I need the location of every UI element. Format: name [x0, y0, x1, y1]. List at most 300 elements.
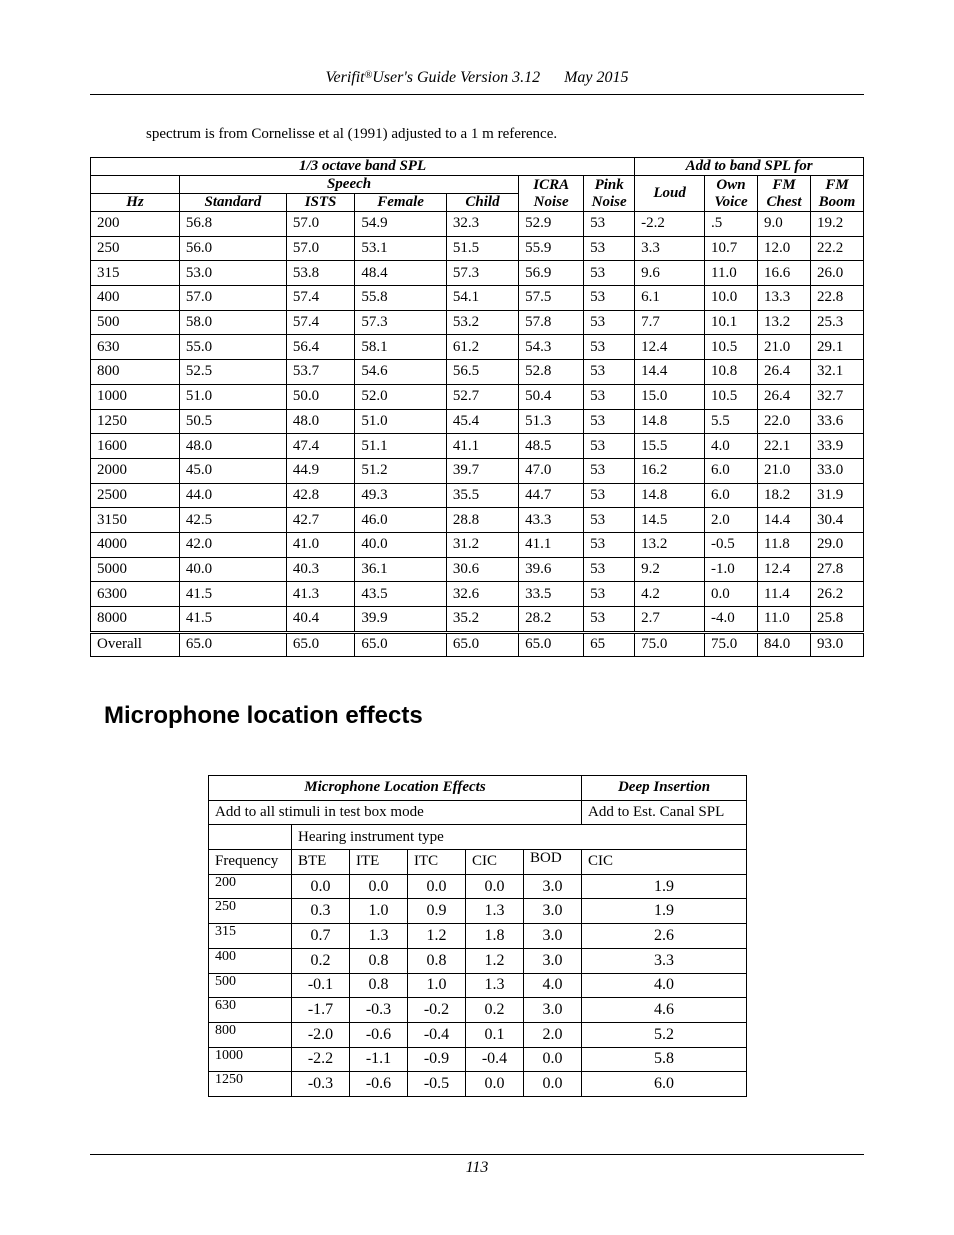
table-cell: 15.0 — [635, 384, 705, 409]
table-cell: 27.8 — [811, 557, 864, 582]
table-cell: 65.0 — [355, 632, 446, 656]
canal-spl-note: Add to Est. Canal SPL — [582, 800, 747, 825]
table-cell: 10.8 — [705, 360, 758, 385]
deep-insertion-title: Deep Insertion — [582, 776, 747, 801]
table-cell: -0.2 — [408, 998, 466, 1023]
table-cell: 41.5 — [179, 607, 286, 633]
table-cell: 0.0 — [524, 1072, 582, 1097]
table-cell: 13.2 — [635, 532, 705, 557]
table-cell: -0.1 — [292, 973, 350, 998]
table-row — [91, 409, 864, 434]
table-cell: 16.2 — [635, 458, 705, 483]
table-cell: 7.7 — [635, 310, 705, 335]
table-row — [91, 335, 864, 360]
table-cell: 10.0 — [705, 286, 758, 311]
table-cell: 65.0 — [286, 632, 355, 656]
table-cell: 48.0 — [179, 434, 286, 459]
mic-location-table — [208, 775, 747, 1097]
table-cell: 50.0 — [286, 384, 355, 409]
add-to-group-header: Add to band SPL for — [635, 158, 864, 176]
table-cell: 55.8 — [355, 286, 446, 311]
table-cell: 51.3 — [519, 409, 584, 434]
table-cell: 53.0 — [179, 261, 286, 286]
table-row — [209, 924, 747, 949]
col-header: Frequency — [209, 850, 292, 875]
table-cell: 44.0 — [179, 483, 286, 508]
table-cell: 4.0 — [524, 973, 582, 998]
table-cell: 12.4 — [635, 335, 705, 360]
table-cell: 53 — [584, 212, 635, 237]
table-cell: 3.3 — [635, 236, 705, 261]
table-cell: 200 — [209, 874, 292, 899]
table-cell: 630 — [209, 998, 292, 1023]
table-cell: 53 — [584, 335, 635, 360]
table-cell: 44.7 — [519, 483, 584, 508]
table-cell: 1.9 — [582, 899, 747, 924]
table-cell: 54.3 — [519, 335, 584, 360]
table-cell: 52.8 — [519, 360, 584, 385]
table-cell: 52.7 — [446, 384, 518, 409]
table-row — [91, 360, 864, 385]
table-cell: 56.8 — [179, 212, 286, 237]
table-cell: 11.8 — [758, 532, 811, 557]
table-cell: -1.7 — [292, 998, 350, 1023]
table-cell: 3150 — [91, 508, 180, 533]
table-cell: 50.5 — [179, 409, 286, 434]
table-row — [91, 458, 864, 483]
col-header: ICRA Noise — [519, 176, 584, 212]
table-cell: 22.8 — [811, 286, 864, 311]
table-row — [91, 261, 864, 286]
table-cell: 400 — [209, 948, 292, 973]
table-cell: 2.7 — [635, 607, 705, 633]
table-cell: 3.3 — [582, 948, 747, 973]
table-cell: 41.3 — [286, 582, 355, 607]
table-cell: 53 — [584, 607, 635, 633]
table-cell: 32.7 — [811, 384, 864, 409]
table-cell: 53 — [584, 236, 635, 261]
table-cell: 33.6 — [811, 409, 864, 434]
col-header: BOD — [524, 850, 582, 875]
table-cell: 33.0 — [811, 458, 864, 483]
table-cell: 47.0 — [519, 458, 584, 483]
table-cell: 1250 — [209, 1072, 292, 1097]
table-row — [91, 557, 864, 582]
table-cell: 1.2 — [408, 924, 466, 949]
table-cell: 56.9 — [519, 261, 584, 286]
table-cell: -0.4 — [408, 1022, 466, 1047]
col-header: BTE — [292, 850, 350, 875]
table-cell: 0.8 — [350, 973, 408, 998]
table-cell: 8000 — [91, 607, 180, 633]
table-cell: 11.4 — [758, 582, 811, 607]
table-cell: 52.5 — [179, 360, 286, 385]
table-row — [91, 384, 864, 409]
table-cell: -0.6 — [350, 1072, 408, 1097]
table-cell: .5 — [705, 212, 758, 237]
table-cell: 14.4 — [635, 360, 705, 385]
table-cell: 2.0 — [705, 508, 758, 533]
table-cell: 25.8 — [811, 607, 864, 633]
table-cell: 250 — [209, 899, 292, 924]
table-cell: 250 — [91, 236, 180, 261]
table-cell: 4.0 — [582, 973, 747, 998]
table-cell: 47.4 — [286, 434, 355, 459]
table-cell: 53.8 — [286, 261, 355, 286]
table-cell: 51.0 — [355, 409, 446, 434]
table-cell: 43.5 — [355, 582, 446, 607]
table-cell: 800 — [209, 1022, 292, 1047]
table-row — [209, 998, 747, 1023]
table-row — [91, 532, 864, 557]
col-header: CIC — [466, 850, 524, 875]
mic-location-title: Microphone Location Effects — [209, 776, 582, 801]
table-cell: 6300 — [91, 582, 180, 607]
table-cell: 1.3 — [466, 899, 524, 924]
table-cell: 51.5 — [446, 236, 518, 261]
table-row — [209, 1072, 747, 1097]
table-cell: 75.0 — [705, 632, 758, 656]
table-cell: 3.0 — [524, 948, 582, 973]
table-cell: 22.2 — [811, 236, 864, 261]
table-cell: 41.1 — [446, 434, 518, 459]
overall-row — [91, 632, 864, 656]
table-cell: 4.0 — [705, 434, 758, 459]
table-cell: 13.3 — [758, 286, 811, 311]
table-row — [91, 508, 864, 533]
table-cell: 0.0 — [466, 874, 524, 899]
table-cell: 40.4 — [286, 607, 355, 633]
col-header: ISTS — [286, 194, 355, 212]
frequency-spacer — [209, 825, 292, 850]
col-header: Child — [446, 194, 518, 212]
table-cell: 53 — [584, 458, 635, 483]
section-heading: Microphone location effects — [104, 702, 423, 729]
table-cell: 58.0 — [179, 310, 286, 335]
table-cell: 56.0 — [179, 236, 286, 261]
table-cell: 49.3 — [355, 483, 446, 508]
table-cell: 65.0 — [179, 632, 286, 656]
table-cell: 53 — [584, 557, 635, 582]
table-cell: 53 — [584, 310, 635, 335]
table-cell: 57.4 — [286, 310, 355, 335]
col-header: Own Voice — [705, 176, 758, 212]
table-cell: 0.0 — [292, 874, 350, 899]
table-cell: 315 — [91, 261, 180, 286]
table-cell: 26.0 — [811, 261, 864, 286]
table-cell: 21.0 — [758, 335, 811, 360]
table-cell: 14.8 — [635, 409, 705, 434]
table-cell: 65.0 — [446, 632, 518, 656]
table-cell: 0.0 — [350, 874, 408, 899]
table-cell: 315 — [209, 924, 292, 949]
hz-spacer — [91, 176, 180, 194]
table-cell: 57.8 — [519, 310, 584, 335]
table-cell: 45.4 — [446, 409, 518, 434]
table-cell: 48.4 — [355, 261, 446, 286]
band-spl-table — [90, 157, 864, 657]
table-cell: 22.1 — [758, 434, 811, 459]
table-cell: 1.2 — [466, 948, 524, 973]
table-cell: 31.9 — [811, 483, 864, 508]
table-row — [209, 948, 747, 973]
table-cell: 29.1 — [811, 335, 864, 360]
table-cell: 31.2 — [446, 532, 518, 557]
table-cell: 9.2 — [635, 557, 705, 582]
intro-text: spectrum is from Cornelisse et al (1991) adjusted to a 1 m reference. — [146, 126, 558, 142]
table-cell: 55.9 — [519, 236, 584, 261]
table-cell: 36.1 — [355, 557, 446, 582]
table-cell: 25.3 — [811, 310, 864, 335]
table-cell: 1.3 — [466, 973, 524, 998]
table-cell: 0.0 — [524, 1047, 582, 1072]
table-cell: 56.5 — [446, 360, 518, 385]
table-cell: 4000 — [91, 532, 180, 557]
table-cell: 1.8 — [466, 924, 524, 949]
table-cell: 32.6 — [446, 582, 518, 607]
table-cell: 65 — [584, 632, 635, 656]
col-header: FM Boom — [811, 176, 864, 212]
table-row — [209, 973, 747, 998]
table-row — [209, 1022, 747, 1047]
table-cell: 40.3 — [286, 557, 355, 582]
table-cell: 93.0 — [811, 632, 864, 656]
band-spl-table-body — [91, 212, 864, 657]
table-cell: 32.1 — [811, 360, 864, 385]
table-cell: 0.9 — [408, 899, 466, 924]
table-cell: 1.0 — [408, 973, 466, 998]
table-cell: -0.3 — [292, 1072, 350, 1097]
table-cell: -1.0 — [705, 557, 758, 582]
col-header: CIC — [582, 850, 747, 875]
col-header: FM Chest — [758, 176, 811, 212]
table-cell: -0.4 — [466, 1047, 524, 1072]
table-cell: 35.2 — [446, 607, 518, 633]
table-cell: 18.2 — [758, 483, 811, 508]
table-cell: 14.8 — [635, 483, 705, 508]
header-brand: Verifit — [325, 69, 365, 86]
table-cell: 3.0 — [524, 924, 582, 949]
table-cell: 0.8 — [408, 948, 466, 973]
table-cell: 53 — [584, 409, 635, 434]
table-cell: 46.0 — [355, 508, 446, 533]
table-cell: 57.0 — [286, 212, 355, 237]
instrument-type-label: Hearing instrument type — [292, 825, 747, 850]
table-cell: -4.0 — [705, 607, 758, 633]
table-cell: 57.3 — [446, 261, 518, 286]
table-cell: 53 — [584, 508, 635, 533]
table-cell: 26.2 — [811, 582, 864, 607]
table-cell: 33.5 — [519, 582, 584, 607]
table-cell: 0.1 — [466, 1022, 524, 1047]
table-cell: 32.3 — [446, 212, 518, 237]
table-cell: 57.5 — [519, 286, 584, 311]
table-cell: 75.0 — [635, 632, 705, 656]
table-cell: 53.1 — [355, 236, 446, 261]
table-cell: 10.7 — [705, 236, 758, 261]
table-cell: 1000 — [91, 384, 180, 409]
table-cell: 57.0 — [286, 236, 355, 261]
table-cell: 43.3 — [519, 508, 584, 533]
table-cell: 30.6 — [446, 557, 518, 582]
table-cell: 53.2 — [446, 310, 518, 335]
table-cell: 14.4 — [758, 508, 811, 533]
table-cell: 22.0 — [758, 409, 811, 434]
table-cell: 57.3 — [355, 310, 446, 335]
table-cell: 55.0 — [179, 335, 286, 360]
table-cell: 4.6 — [582, 998, 747, 1023]
table-cell: 40.0 — [179, 557, 286, 582]
table-cell: Overall — [91, 632, 180, 656]
table-cell: 9.0 — [758, 212, 811, 237]
table-cell: 42.8 — [286, 483, 355, 508]
table-cell: 53 — [584, 434, 635, 459]
registered-mark: ® — [364, 70, 373, 81]
band-spl-group-header: 1/3 octave band SPL — [91, 158, 635, 176]
table-cell: 11.0 — [705, 261, 758, 286]
table-cell: 5.5 — [705, 409, 758, 434]
table-cell: 54.1 — [446, 286, 518, 311]
col-header: ITE — [350, 850, 408, 875]
table-cell: 1000 — [209, 1047, 292, 1072]
table-cell: 65.0 — [519, 632, 584, 656]
table-cell: 13.2 — [758, 310, 811, 335]
table-cell: 500 — [91, 310, 180, 335]
table-cell: 53 — [584, 360, 635, 385]
header-title: User's Guide Version 3.12 — [372, 69, 541, 86]
table-row — [209, 1047, 747, 1072]
table-cell: 200 — [91, 212, 180, 237]
table-cell: 6.0 — [705, 483, 758, 508]
col-header: ITC — [408, 850, 466, 875]
table-cell: 2500 — [91, 483, 180, 508]
table-cell: 53 — [584, 261, 635, 286]
table-cell: 33.9 — [811, 434, 864, 459]
table-cell: 3.0 — [524, 874, 582, 899]
table-cell: 14.5 — [635, 508, 705, 533]
table-cell: 57.4 — [286, 286, 355, 311]
table-cell: 1.3 — [350, 924, 408, 949]
table-row — [91, 607, 864, 633]
table-cell: 0.7 — [292, 924, 350, 949]
table-cell: 800 — [91, 360, 180, 385]
page-number: 113 — [90, 1154, 864, 1177]
table-cell: 19.2 — [811, 212, 864, 237]
table-cell: 28.2 — [519, 607, 584, 633]
table-cell: 3.0 — [524, 998, 582, 1023]
table-cell: -1.1 — [350, 1047, 408, 1072]
table-cell: 53 — [584, 582, 635, 607]
header-date: May 2015 — [564, 69, 629, 86]
table-cell: 0.0 — [408, 874, 466, 899]
table-row — [91, 434, 864, 459]
table-cell: 39.7 — [446, 458, 518, 483]
table-cell: 42.0 — [179, 532, 286, 557]
table-cell: 51.1 — [355, 434, 446, 459]
table-cell: 48.5 — [519, 434, 584, 459]
table-row — [209, 874, 747, 899]
col-header: Loud — [635, 176, 705, 212]
table-cell: 11.0 — [758, 607, 811, 633]
table-cell: 53.7 — [286, 360, 355, 385]
table-cell: 53 — [584, 384, 635, 409]
table-cell: 400 — [91, 286, 180, 311]
table-cell: -2.2 — [635, 212, 705, 237]
table-cell: 41.1 — [519, 532, 584, 557]
table-cell: 1250 — [91, 409, 180, 434]
table-cell: 26.4 — [758, 360, 811, 385]
table-cell: 12.4 — [758, 557, 811, 582]
table-cell: 12.0 — [758, 236, 811, 261]
table-cell: 42.5 — [179, 508, 286, 533]
table-cell: 630 — [91, 335, 180, 360]
page-header — [90, 66, 864, 95]
mic-location-table-body — [209, 776, 747, 1097]
table-cell: -0.6 — [350, 1022, 408, 1047]
table-cell: 53 — [584, 483, 635, 508]
table-cell: 39.6 — [519, 557, 584, 582]
table-cell: 0.0 — [705, 582, 758, 607]
table-cell: 10.5 — [705, 384, 758, 409]
table-cell: 5000 — [91, 557, 180, 582]
table-cell: 10.5 — [705, 335, 758, 360]
col-header: Standard — [179, 194, 286, 212]
table-cell: 41.0 — [286, 532, 355, 557]
table-cell: 30.4 — [811, 508, 864, 533]
table-cell: 6.0 — [705, 458, 758, 483]
table-cell: 0.8 — [350, 948, 408, 973]
table-cell: 84.0 — [758, 632, 811, 656]
table-cell: 29.0 — [811, 532, 864, 557]
table-cell: 1.0 — [350, 899, 408, 924]
table-cell: 48.0 — [286, 409, 355, 434]
table-cell: -2.2 — [292, 1047, 350, 1072]
table-cell: 45.0 — [179, 458, 286, 483]
table-cell: 5.8 — [582, 1047, 747, 1072]
table-cell: 58.1 — [355, 335, 446, 360]
table-cell: 0.2 — [466, 998, 524, 1023]
table-cell: 51.2 — [355, 458, 446, 483]
table-cell: 9.6 — [635, 261, 705, 286]
table-cell: -0.9 — [408, 1047, 466, 1072]
table-cell: 0.2 — [292, 948, 350, 973]
table-cell: 44.9 — [286, 458, 355, 483]
test-box-note: Add to all stimuli in test box mode — [209, 800, 582, 825]
table-cell: 51.0 — [179, 384, 286, 409]
table-row — [91, 286, 864, 311]
speech-group-header: Speech — [179, 176, 518, 194]
table-cell: 1600 — [91, 434, 180, 459]
table-row — [91, 582, 864, 607]
table-cell: 35.5 — [446, 483, 518, 508]
table-cell: 53 — [584, 286, 635, 311]
col-header: Female — [355, 194, 446, 212]
table-cell: 3.0 — [524, 899, 582, 924]
table-cell: 4.2 — [635, 582, 705, 607]
table-cell: 500 — [209, 973, 292, 998]
table-cell: 1.9 — [582, 874, 747, 899]
table-cell: 61.2 — [446, 335, 518, 360]
table-cell: 0.3 — [292, 899, 350, 924]
table-cell: 54.6 — [355, 360, 446, 385]
table-row — [91, 236, 864, 261]
table-cell: 54.9 — [355, 212, 446, 237]
table-cell: 0.0 — [466, 1072, 524, 1097]
table-cell: 50.4 — [519, 384, 584, 409]
table-cell: -0.5 — [408, 1072, 466, 1097]
table-cell: 42.7 — [286, 508, 355, 533]
table-cell: 57.0 — [179, 286, 286, 311]
